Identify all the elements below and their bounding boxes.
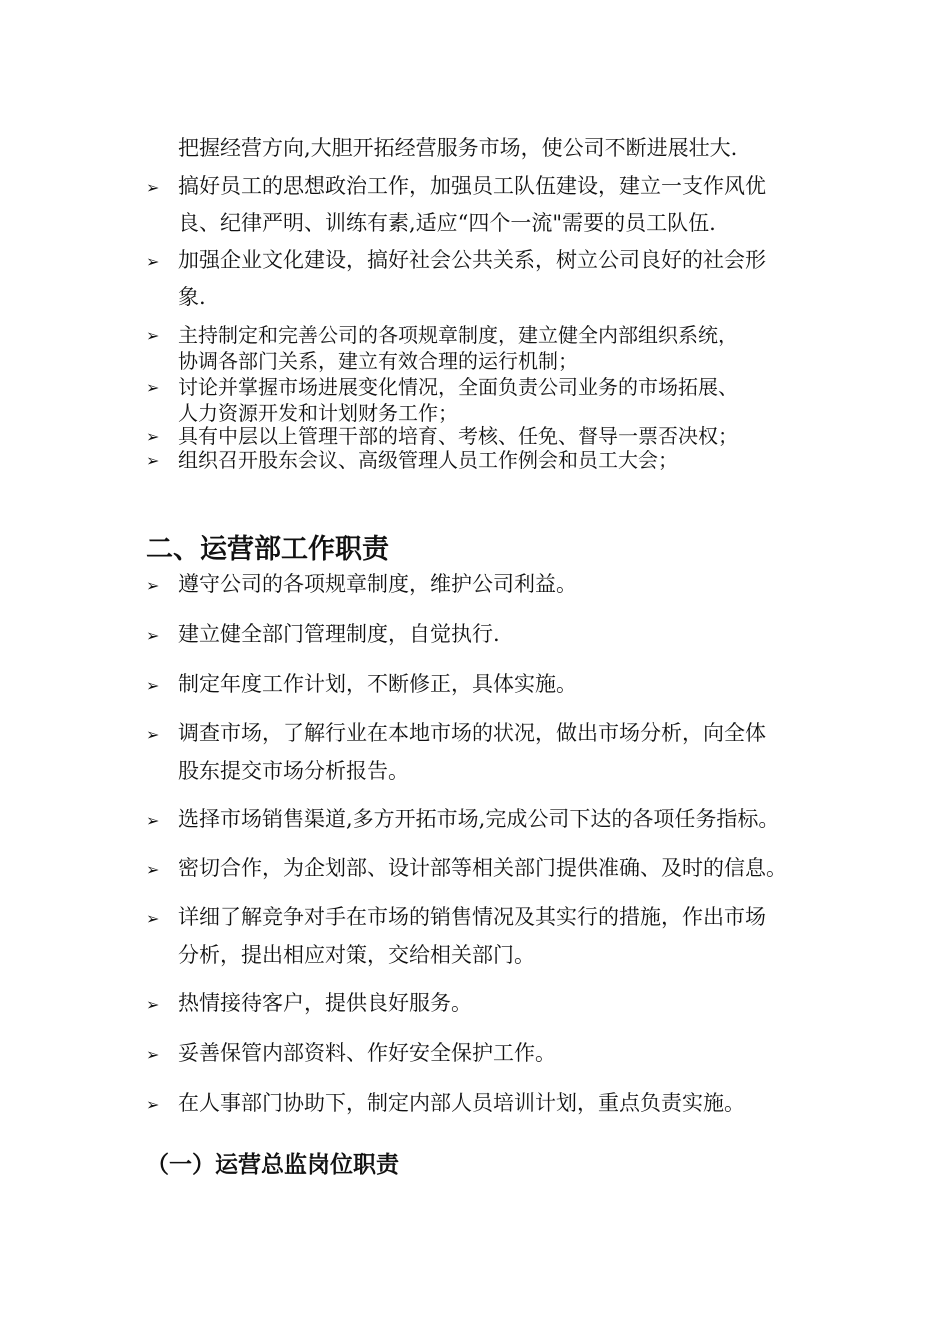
text-line: 良、纪律严明、训练有素,适应“四个一流"需要的员工队伍. — [178, 211, 716, 235]
list-item: 遵守公司的各项规章制度，维护公司利益。 — [178, 572, 577, 596]
list-item: 妥善保管内部资料、作好安全保护工作。 — [178, 1041, 556, 1065]
list-item: 组织召开股东会议、高级管理人员工作例会和员工大会； — [178, 448, 678, 472]
bullet-arrow-icon: ➢ — [146, 995, 160, 1014]
text-line: 协调各部门关系，建立有效合理的运行机制； — [178, 349, 578, 373]
bullet-arrow-icon: ➢ — [146, 252, 160, 271]
text-line: 把握经营方向,大胆开拓经营服务市场，使公司不断进展壮大. — [178, 136, 738, 160]
bullet-arrow-icon: ➢ — [146, 860, 160, 879]
bullet-arrow-icon: ➢ — [146, 576, 160, 595]
bullet-arrow-icon: ➢ — [146, 909, 160, 928]
bullet-arrow-icon: ➢ — [146, 676, 160, 695]
text-line: 人力资源开发和计划财务工作； — [178, 401, 458, 425]
bullet-arrow-icon: ➢ — [146, 451, 160, 470]
subsection-heading: （一）运营总监岗位职责 — [146, 1152, 399, 1178]
bullet-arrow-icon: ➢ — [146, 427, 160, 446]
list-item: 加强企业文化建设，搞好社会公共关系，树立公司良好的社会形 — [178, 248, 766, 272]
list-item: 具有中层以上管理干部的培育、考核、任免、督导一票否决权； — [178, 424, 738, 448]
list-item: 密切合作，为企划部、设计部等相关部门提供准确、及时的信息。 — [178, 856, 787, 880]
list-item: 搞好员工的思想政治工作，加强员工队伍建设，建立一支作风优 — [178, 174, 766, 198]
bullet-arrow-icon: ➢ — [146, 725, 160, 744]
text-line: 象. — [178, 285, 206, 309]
list-item: 调查市场，了解行业在本地市场的状况，做出市场分析，向全体 — [178, 721, 766, 745]
bullet-arrow-icon: ➢ — [146, 178, 160, 197]
list-item: 讨论并掌握市场进展变化情况，全面负责公司业务的市场拓展、 — [178, 375, 738, 399]
list-item: 热情接待客户，提供良好服务。 — [178, 991, 472, 1015]
text-line: 分析，提出相应对策，交给相关部门。 — [178, 943, 535, 967]
list-item: 制定年度工作计划，不断修正，具体实施。 — [178, 672, 577, 696]
bullet-arrow-icon: ➢ — [146, 378, 160, 397]
list-item: 在人事部门协助下，制定内部人员培训计划，重点负责实施。 — [178, 1091, 745, 1115]
bullet-arrow-icon: ➢ — [146, 326, 160, 345]
bullet-arrow-icon: ➢ — [146, 1045, 160, 1064]
bullet-arrow-icon: ➢ — [146, 1095, 160, 1114]
section-heading: 二、运营部工作职责 — [146, 534, 389, 565]
bullet-arrow-icon: ➢ — [146, 811, 160, 830]
list-item: 建立健全部门管理制度，自觉执行. — [178, 622, 500, 646]
list-item: 主持制定和完善公司的各项规章制度，建立健全内部组织系统， — [178, 323, 738, 347]
list-item: 选择市场销售渠道,多方开拓市场,完成公司下达的各项任务指标。 — [178, 807, 780, 831]
text-line: 股东提交市场分析报告。 — [178, 759, 409, 783]
list-item: 详细了解竞争对手在市场的销售情况及其实行的措施，作出市场 — [178, 905, 766, 929]
bullet-arrow-icon: ➢ — [146, 626, 160, 645]
